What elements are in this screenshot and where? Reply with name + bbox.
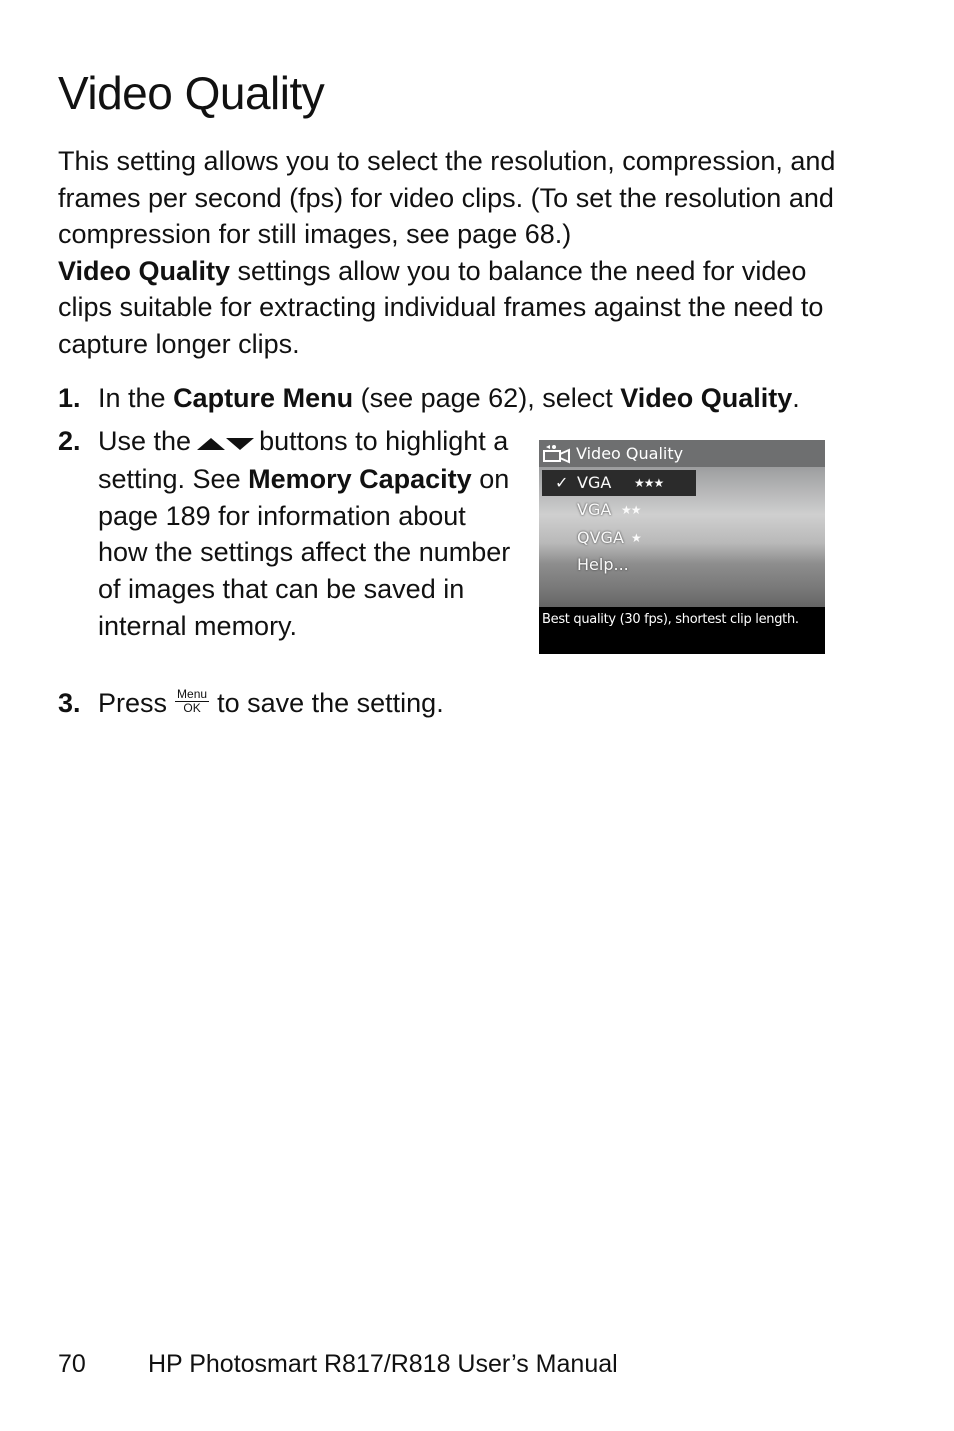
step-text-part: (see page 62), select <box>353 383 621 413</box>
capture-menu-label: Capture Menu <box>173 383 354 413</box>
quality-stars: ★ <box>631 531 641 545</box>
manual-title: HP Photosmart R817/R818 User’s Manual <box>148 1350 618 1378</box>
intro-text-2: settings allow you to balance the need for video clips suitable for extracting individual frames against the need to capture longer clips. <box>58 255 824 359</box>
step-text-part: buttons to highlight a setting. See <box>98 426 509 495</box>
step-text-part: . <box>792 383 800 413</box>
step-number: 2. <box>58 426 81 456</box>
ok-label: OK <box>183 701 201 716</box>
quality-stars: ★★★ <box>634 476 664 490</box>
quality-stars: ★★ <box>621 503 641 517</box>
step-text-part: Press <box>98 688 168 718</box>
page-number: 70 <box>58 1350 86 1378</box>
step-text <box>98 423 518 644</box>
video-quality-label: Video Quality <box>620 383 793 413</box>
camera-menu-item-label: Help... <box>577 555 629 574</box>
intro-bold-video-quality: Video Quality <box>58 255 231 286</box>
step-text <box>98 685 518 722</box>
camera-menu-item-label: QVGA <box>577 528 624 547</box>
memory-capacity-label: Memory Capacity <box>248 464 472 495</box>
step-number: 3. <box>58 688 81 718</box>
step-text-part: In the <box>98 383 174 413</box>
intro-text-1: This setting allows you to select the resolution, compression, and frames per second (fps) for video clips. (To set the resolution and compression for still images, see page 68.) <box>58 146 836 250</box>
camera-status-text: Best quality (30 fps), shortest clip length. <box>539 607 825 654</box>
page-title: Video Quality <box>58 67 325 119</box>
menu-ok-button-icon <box>175 688 209 715</box>
menu-label: Menu <box>177 687 208 702</box>
camera-screen-image <box>539 440 825 654</box>
video-camera-icon <box>542 444 572 472</box>
camera-menu-header <box>539 440 825 467</box>
intro-paragraph <box>58 143 848 363</box>
step-text <box>98 380 858 417</box>
camera-menu-item-label: VGA <box>577 473 612 492</box>
camera-menu-title: Video Quality <box>576 444 684 463</box>
step-number: 1. <box>58 383 81 413</box>
up-down-arrows-icon <box>195 425 255 462</box>
camera-menu-item-vga <box>539 497 699 523</box>
checkmark-icon: ✓ <box>555 473 569 492</box>
step-text-part: to save the setting. <box>217 688 444 718</box>
step-text-part: Use the <box>98 426 192 456</box>
step-text-part: on page 189 for information about how the settings affect the number of images that can be saved in internal memory. <box>98 464 511 641</box>
camera-menu-item-vga-best <box>542 470 696 496</box>
camera-menu-item-qvga <box>539 525 699 551</box>
camera-menu-item-label: VGA <box>577 500 612 519</box>
camera-menu-item-help <box>539 552 699 578</box>
